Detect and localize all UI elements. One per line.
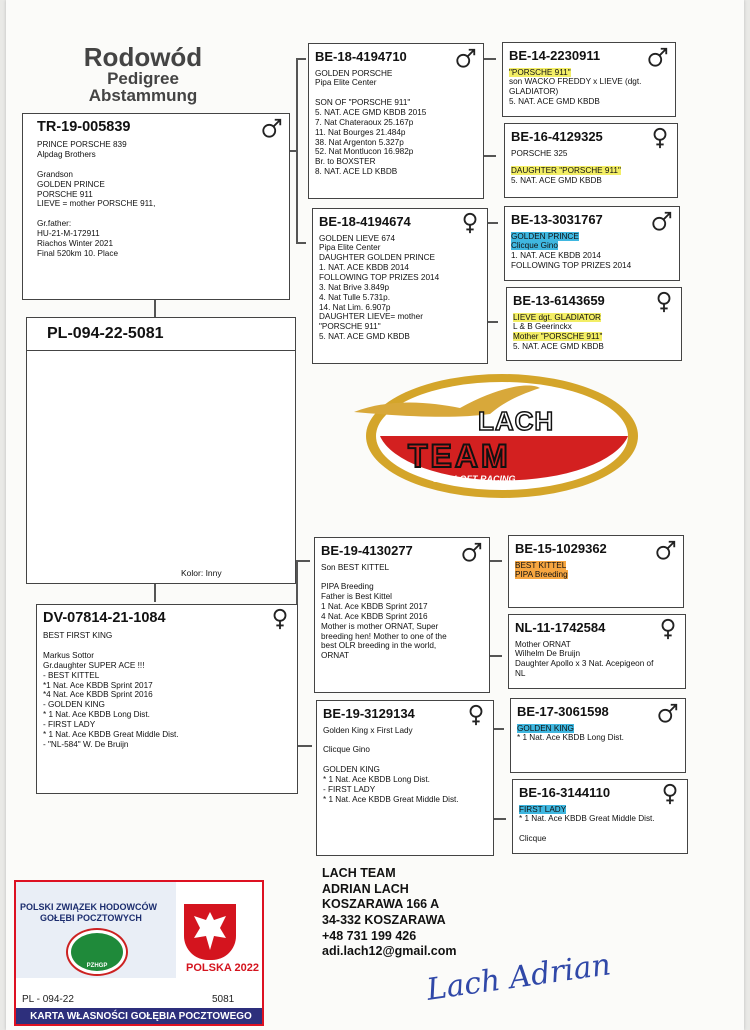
female-icon	[465, 704, 487, 726]
text-line	[315, 88, 477, 98]
text-line: best OLR breeding in the world,	[321, 641, 437, 651]
sire-box	[308, 43, 484, 199]
text-line: 7. Nat Chateraoux 25.167p	[315, 117, 414, 127]
text-line: Markus Sottor	[43, 651, 94, 661]
d2ds-highlight: GOLDEN KING	[517, 723, 574, 733]
text-line: GLADIATOR)	[509, 87, 559, 97]
connector	[154, 298, 156, 318]
owner-address	[322, 866, 456, 960]
d2ds-ring: BE-17-3061598	[517, 704, 609, 719]
d2s-ring: BE-19-4130277	[321, 543, 413, 558]
text-line: * 1 Nat. Ace KBDB Great Middle Dist.	[519, 814, 655, 824]
male-icon	[651, 210, 673, 232]
text-line: 11. Nat Bourges 21.484p	[315, 127, 406, 137]
dam-ring: BE-18-4194674	[319, 214, 411, 229]
text-line: PORSCHE 325	[511, 148, 568, 158]
text-line: Wilhelm De Bruijn	[515, 649, 581, 659]
subject-box	[22, 113, 290, 300]
dam2-dam-dam-box	[512, 779, 688, 854]
sire-details	[315, 69, 477, 177]
text-line: Pipa Elite Center	[315, 78, 377, 88]
text-line	[323, 735, 487, 745]
ss-ring: BE-14-2230911	[509, 48, 601, 63]
card-footer	[16, 1008, 264, 1026]
text-line: Riachos Winter 2021	[37, 238, 113, 248]
dd-ring: BE-13-6143659	[513, 293, 605, 308]
card-org-1: POLSKI ZWIĄZEK HODOWCÓW	[20, 902, 157, 912]
text-line: LIEVE = mother PORSCHE 911,	[37, 199, 156, 209]
ownership-card	[14, 880, 264, 1026]
text-line: GOLDEN PRINCE	[37, 179, 105, 189]
text-line: 5. NAT. ACE GMD KBDB 2015	[315, 107, 427, 117]
female-icon	[459, 212, 481, 234]
pedigree-title	[58, 44, 228, 104]
dd-highlight: LIEVE dgt. GLADIATOR	[513, 312, 601, 322]
text-line	[43, 641, 291, 651]
card-footer-text: KARTA WŁASNOŚCI GOŁĘBIA POCZTOWEGO	[30, 1011, 252, 1022]
subject-ring: TR-19-005839	[37, 119, 131, 135]
text-line: 34-332 KOSZARAWA	[322, 912, 446, 927]
text-line: *4 Nat. Ace KBDB Sprint 2016	[43, 690, 153, 700]
text-line: 1 Nat. Ace KBDB Sprint 2017	[321, 601, 428, 611]
text-line: Br. to BOXSTER	[315, 157, 376, 167]
text-line: - FIRST LADY	[323, 784, 376, 794]
main-ring: PL-094-22-5081	[47, 325, 164, 342]
d2dd-ring: BE-16-3144110	[519, 785, 611, 800]
text-line: 5. NAT. ACE GMD KBDB	[509, 97, 600, 107]
text-line: GOLDEN PORSCHE	[315, 68, 393, 78]
male-icon	[261, 117, 283, 139]
male-icon	[461, 541, 483, 563]
sd-ring: BE-16-4129325	[511, 129, 603, 144]
main-card-box	[26, 317, 296, 584]
connector	[296, 58, 306, 60]
female-icon	[649, 127, 671, 149]
d2ss-highlight: BEST KITTEL	[515, 560, 567, 570]
text-line: Mother is mother ORNAT, Super	[321, 621, 439, 631]
d2ss-highlight-2: PIPA Breeding	[515, 570, 568, 580]
text-line: 38. Nat Argenton 5.327p	[315, 137, 404, 147]
text-line	[321, 572, 483, 582]
text-line: GOLDEN LIEVE 674	[319, 233, 395, 243]
male-icon	[657, 702, 679, 724]
text-line: BEST FIRST KING	[43, 631, 113, 641]
text-line: PORSCHE 911	[37, 189, 93, 199]
text-line: * 1 Nat. Ace KBDB Long Dist.	[323, 774, 430, 784]
card-ring-number: 5081	[212, 994, 235, 1005]
sire-ring: BE-18-4194710	[315, 49, 407, 64]
card-country: POLSKA 2022	[186, 962, 259, 974]
ds-highlight: GOLDEN PRINCE	[511, 231, 579, 241]
female-icon	[653, 291, 675, 313]
text-line: FOLLOWING TOP PRIZES 2014	[319, 272, 440, 282]
text-line: - FIRST LADY	[43, 719, 96, 729]
logo-tagline: ONE LOFT RACING	[432, 474, 516, 484]
text-line: ADRIAN LACH	[322, 881, 409, 896]
title-pedigree: Pedigree	[107, 69, 179, 88]
text-line: Son BEST KITTEL	[321, 562, 390, 572]
text-line: Clicque	[519, 834, 547, 844]
d2s-details	[321, 563, 483, 661]
text-line: +48 731 199 426	[322, 928, 417, 943]
text-line: - "NL-584" W. De Bruijn	[43, 739, 129, 749]
text-line	[519, 824, 681, 834]
text-line: DAUGHTER LIEVE= mother	[319, 312, 423, 322]
text-line: adi.lach12@gmail.com	[322, 944, 457, 959]
card-org-short: PZHGP	[86, 963, 108, 969]
dam-details	[319, 234, 481, 342]
dam2-dam-box	[316, 700, 494, 856]
text-line: Mother ORNAT	[515, 639, 571, 649]
card-org-2: GOŁĘBI POCZTOWYCH	[40, 913, 142, 923]
dd-highlight-2: Mother "PORSCHE 911"	[513, 332, 603, 342]
text-line: GOLDEN KING	[323, 764, 380, 774]
text-line: PIPA Breeding	[321, 582, 374, 592]
dam-dam-box	[506, 287, 682, 361]
connector	[296, 745, 312, 747]
connector	[296, 560, 310, 562]
d2sd-ring: NL-11-1742584	[515, 620, 606, 635]
text-line: DAUGHTER GOLDEN PRINCE	[319, 253, 436, 263]
d2dd-details	[519, 814, 681, 844]
sd-highlight: DAUGHTER "PORSCHE 911"	[511, 166, 621, 176]
text-line: Final 520km 10. Place	[37, 248, 119, 258]
text-line: FOLLOWING TOP PRIZES 2014	[511, 261, 632, 271]
d2dd-highlight: FIRST LADY	[519, 804, 567, 814]
connector	[154, 582, 156, 602]
sire-sire-box	[502, 42, 676, 117]
ds-highlight-2: Clicque Gino	[511, 241, 558, 251]
female-icon	[657, 618, 679, 640]
logo-word-team: TEAM	[408, 438, 511, 474]
text-line	[37, 160, 283, 170]
sire-dam-box	[504, 123, 678, 198]
ds-details	[511, 251, 673, 271]
text-line: *1 Nat. Ace KBDB Sprint 2017	[43, 680, 153, 690]
text-line: * 1 Nat. Ace KBDB Great Middle Dist.	[43, 729, 179, 739]
female-icon	[269, 608, 291, 630]
dam2-box	[36, 604, 298, 794]
text-line: 5. NAT. ACE GMD KBDB	[511, 176, 602, 186]
text-line: * 1 Nat. Ace KBDB Long Dist.	[517, 733, 624, 743]
text-line: Clicque Gino	[323, 745, 370, 755]
d2d-ring: BE-19-3129134	[323, 706, 415, 721]
dd-breeder: L & B Geerinckx	[513, 322, 572, 332]
text-line: Gr.daughter SUPER ACE !!!	[43, 660, 145, 670]
sd-details-2	[511, 176, 671, 186]
male-icon	[655, 539, 677, 561]
text-line: Daughter Apollo x 3 Nat. Acepigeon of	[515, 659, 654, 669]
connector	[296, 242, 306, 244]
subject-details	[37, 140, 283, 258]
text-line: Gr.father:	[37, 219, 72, 229]
ds-ring: BE-13-3031767	[511, 212, 603, 227]
text-line: LACH TEAM	[322, 866, 396, 880]
text-line: 3. Nat Brive 3.849p	[319, 282, 390, 292]
poland-eagle-icon	[184, 904, 236, 960]
d2d-details	[323, 726, 487, 805]
pzhgp-emblem	[68, 930, 126, 974]
text-line	[37, 209, 283, 219]
logo-word-lach: LACH	[478, 406, 555, 436]
text-line: 1. NAT. ACE KBDB 2014	[319, 263, 409, 273]
text-line: * 1 Nat. Ace KBDB Long Dist.	[43, 710, 150, 720]
text-line: 4 Nat. Ace KBDB Sprint 2016	[321, 611, 428, 621]
dam2-dam-sire-box	[510, 698, 686, 773]
dam2-sire-box	[314, 537, 490, 693]
text-line: KOSZARAWA 166 A	[322, 897, 440, 912]
card-ring-prefix: PL - 094-22	[22, 994, 74, 1005]
text-line: Grandson	[37, 169, 73, 179]
ss-details	[509, 77, 669, 107]
dam-sire-box	[504, 206, 680, 281]
title-abstammung: Abstammung	[88, 86, 198, 105]
d2ss-ring: BE-15-1029362	[515, 541, 607, 556]
text-line	[323, 755, 487, 765]
title-rodowod: Rodowód	[83, 42, 203, 72]
color-label: Kolor: Inny	[181, 568, 222, 578]
text-line: breeding hen! Mother to one of the	[321, 631, 447, 641]
text-line: Alpdag Brothers	[37, 150, 96, 160]
text-line: son WACKO FREDDY x LIEVE (dgt.	[509, 77, 642, 87]
text-line: 52. Nat Montlucon 16.982p	[315, 147, 414, 157]
text-line: 1. NAT. ACE KBDB 2014	[511, 251, 601, 261]
text-line: Golden King x First Lady	[323, 725, 413, 735]
text-line: - GOLDEN KING	[43, 700, 105, 710]
male-icon	[647, 46, 669, 68]
text-line: SON OF "PORSCHE 911"	[315, 98, 411, 108]
text-line: 5. NAT. ACE GMD KBDB	[513, 342, 604, 352]
text-line: 8. NAT. ACE LD KBDB	[315, 167, 398, 177]
dam2-sire-sire-box	[508, 535, 684, 608]
text-line: 5. NAT. ACE GMD KBDB	[319, 332, 410, 342]
female-icon	[659, 783, 681, 805]
pedigree-sheet	[6, 0, 744, 1030]
lach-team-logo	[350, 368, 642, 503]
dam-box	[312, 208, 488, 364]
owner-signature: Lach Adrian	[424, 947, 614, 1008]
sd-details	[511, 149, 671, 159]
dam2-details	[43, 631, 291, 749]
text-line: Pipa Elite Center	[319, 243, 381, 253]
text-line: Father is Best Kittel	[321, 592, 392, 602]
text-line: ORNAT	[321, 651, 350, 661]
text-line: * 1 Nat. Ace KBDB Great Middle Dist.	[323, 794, 459, 804]
text-line: "PORSCHE 911"	[319, 322, 381, 332]
dam2-ring: DV-07814-21-1084	[43, 610, 166, 626]
text-line: - BEST KITTEL	[43, 670, 100, 680]
ss-highlight: "PORSCHE 911"	[509, 67, 571, 77]
text-line: 14. Nat Lim. 6.907p	[319, 302, 391, 312]
d2sd-details	[515, 640, 679, 679]
text-line: NL	[515, 669, 526, 679]
dam2-sire-dam-box	[508, 614, 686, 689]
dd-details	[513, 342, 675, 352]
text-line: PRINCE PORSCHE 839	[37, 140, 127, 150]
text-line: 4. Nat Tulle 5.731p.	[319, 292, 391, 302]
male-icon	[455, 47, 477, 69]
text-line: HU-21-M-172911	[37, 228, 100, 238]
d2ds-details	[517, 733, 679, 743]
